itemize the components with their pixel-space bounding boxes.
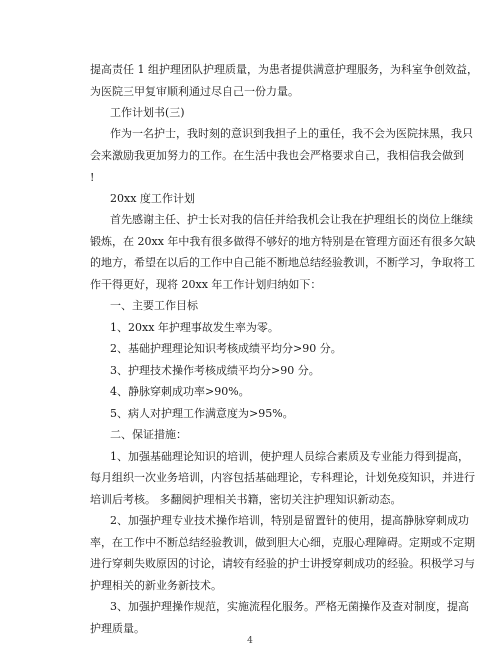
list-item: 3、护理技术操作考核成绩平均分>90 分。 xyxy=(110,364,320,377)
list-item: 4、静脉穿刺成功率>90%。 xyxy=(110,385,250,398)
list-heading: 一、主要工作目标 xyxy=(110,299,198,312)
list-item: 2、基础护理理论知识考核成绩平均分>90 分。 xyxy=(110,342,342,355)
text-line: 会来激励我更加努力的工作。在生活中我也会严格要求自己，我相信我会做到 xyxy=(90,149,464,162)
section-heading: 工作计划书(三) xyxy=(110,106,185,119)
text-line: 首先感谢主任、护士长对我的信任并给我机会让我在护理组长的岗位上继续 xyxy=(110,213,473,226)
page-number: 4 xyxy=(247,636,253,646)
list-heading: 二、保证措施： xyxy=(110,428,187,441)
text-line: 每月组织一次业务培训，内容包括基础理论，专科理论，计划免疫知识，并进行 xyxy=(90,471,475,484)
text-line: 3、加强护理操作规范，实施流程化服务。严格无菌操作及查对制度，提高 xyxy=(110,600,469,613)
text-line: 进行穿刺失败原因的讨论，请较有经验的护士讲授穿刺成功的经验。积极学习与 xyxy=(90,557,475,570)
text-line: 1、加强基础理论知识的培训，使护理人员综合素质及专业能力得到提高， xyxy=(110,450,469,463)
text-line: 提高责任 1 组护理团队护理质量，为患者提供满意护理服务，为科室争创效益， xyxy=(90,63,478,76)
text-line: 锻炼，在 20xx 年中我有很多做得不够好的地方特别是在管理方面还有很多欠缺 xyxy=(90,235,476,248)
text-line: 护理质量。 xyxy=(90,622,145,635)
list-item: 1、20xx 年护理事故发生率为零。 xyxy=(110,321,279,334)
text-line: 作干得更好，现将 20xx 年工作计划归纳如下： xyxy=(90,278,322,291)
section-heading: 20xx 度工作计划 xyxy=(110,192,195,205)
text-line: 作为一名护士，我时刻的意识到我担子上的重任，我不会为医院抹黑，我只 xyxy=(110,127,473,140)
text-line: 为医院三甲复审顺利通过尽自己一份力量。 xyxy=(90,85,299,98)
list-item: 5、病人对护理工作满意度为>95%。 xyxy=(110,407,294,420)
text-line: 护理相关的新业务新技术。 xyxy=(90,579,222,592)
text-line: 率，在工作中不断总结经验教训，做到胆大心细，克服心理障碍。定期或不定期 xyxy=(90,536,475,549)
text-line: 2、加强护理专业技术操作培训，特别是留置针的使用，提高静脉穿刺成功 xyxy=(110,514,469,527)
text-line: ! xyxy=(90,171,95,184)
text-line: 培训后考核。 多翻阅护理相关书籍，密切关注护理知识新动态。 xyxy=(90,493,402,506)
text-line: 的地方，希望在以后的工作中自己能不断地总结经验教训，不断学习，争取将工 xyxy=(90,256,475,269)
